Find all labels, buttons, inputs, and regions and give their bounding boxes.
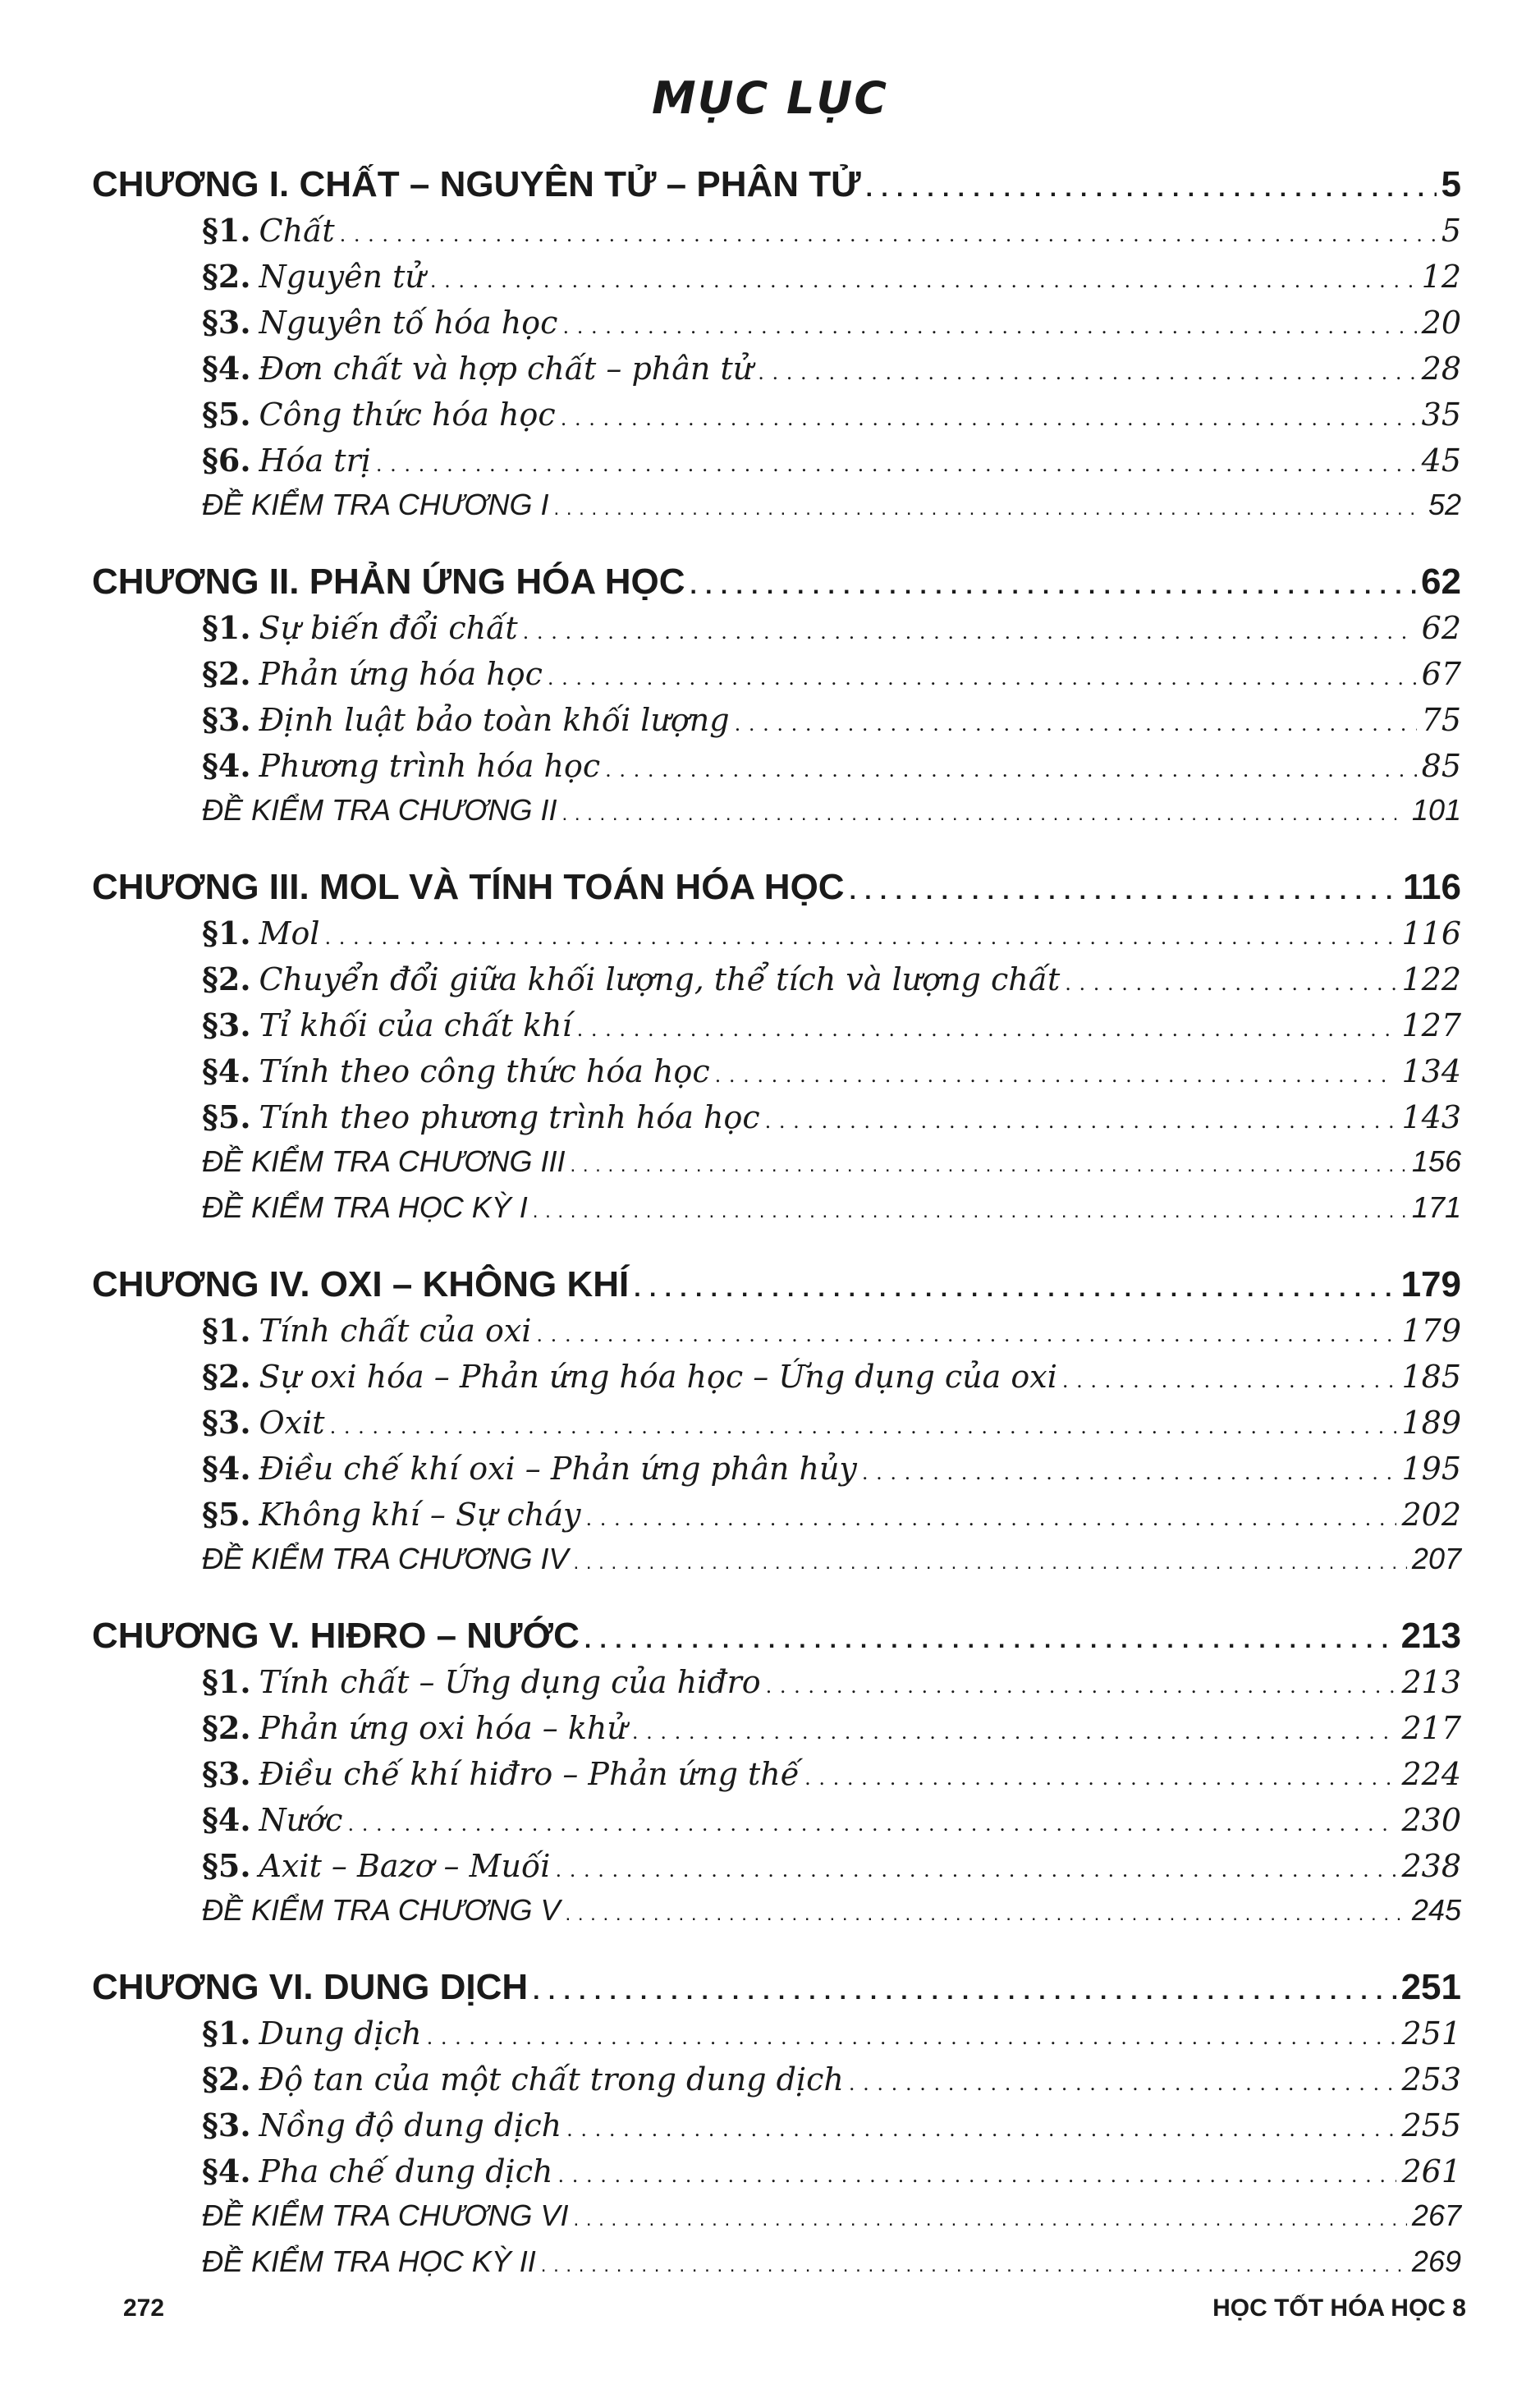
section-entry <box>202 1052 1461 1098</box>
section-number: §1. <box>202 2015 251 2052</box>
entry-title: Phản ứng oxi hóa – khử <box>259 1710 627 1746</box>
section-number: §3. <box>202 1404 251 1441</box>
section-number: §5. <box>202 1098 251 1135</box>
entry-label <box>202 1542 568 1576</box>
section-entry <box>202 1847 1461 1893</box>
leader-dots <box>758 361 1416 384</box>
table-of-contents <box>92 164 1461 2318</box>
chapter-heading <box>92 1967 1461 2015</box>
section-entry <box>202 1312 1461 1358</box>
test-entry <box>202 2244 1461 2290</box>
footer-book-title: HỌC TỐT HÓA HỌC 8 <box>1212 2295 1466 2322</box>
entry-label <box>202 442 371 479</box>
section-entry <box>202 655 1461 701</box>
entry-title: ĐỀ KIỂM TRA HỌC KỲ I <box>202 1190 528 1224</box>
test-entry <box>202 1144 1461 1190</box>
leader-dots <box>533 1978 1396 2006</box>
leader-dots <box>430 269 1417 292</box>
entry-page-number: 171 <box>1411 1190 1461 1224</box>
leader-dots <box>347 1813 1396 1836</box>
entry-label <box>202 747 600 784</box>
entry-page-number: 62 <box>1421 610 1461 646</box>
entry-label <box>202 701 730 738</box>
entry-page-number: 195 <box>1401 1451 1461 1487</box>
entry-title: Axit – Bazơ – Muối <box>259 1848 551 1884</box>
leader-dots <box>376 453 1417 476</box>
section-entry <box>202 747 1461 793</box>
leader-dots <box>690 572 1416 600</box>
section-number: §4. <box>202 350 251 387</box>
section-entry <box>202 350 1461 396</box>
section-number: §2. <box>202 655 251 692</box>
entry-label <box>202 2244 536 2279</box>
entry-label <box>202 655 543 692</box>
section-number: §4. <box>202 2153 251 2189</box>
chapter-title: CHƯƠNG III. MOL VÀ TÍNH TOÁN HÓA HỌC <box>92 867 845 907</box>
chapter-block <box>92 164 1461 534</box>
entry-title: ĐỀ KIỂM TRA HỌC KỲ II <box>202 2244 536 2278</box>
leader-dots <box>566 2118 1396 2141</box>
chapter-page-number: 179 <box>1400 1264 1461 1304</box>
entry-label <box>202 1847 550 1884</box>
entry-page-number: 52 <box>1428 488 1461 521</box>
entry-title: Nồng độ dung dịch <box>259 2107 562 2143</box>
entry-page-number: 122 <box>1401 961 1461 997</box>
section-entry <box>202 442 1461 488</box>
leader-dots <box>523 621 1417 644</box>
chapter-heading <box>92 562 1461 609</box>
section-number: §2. <box>202 258 251 295</box>
entry-label <box>202 396 556 433</box>
entry-page-number: 179 <box>1401 1313 1461 1349</box>
section-number: §1. <box>202 915 251 951</box>
chapter-title: CHƯƠNG V. HIĐRO – NƯỚC <box>92 1616 580 1656</box>
entry-page-number: 101 <box>1411 793 1461 827</box>
leader-dots <box>325 926 1397 949</box>
entry-label <box>202 258 425 295</box>
entry-title: ĐỀ KIỂM TRA CHƯƠNG VI <box>202 2198 569 2232</box>
leader-dots <box>533 1200 1407 1223</box>
test-entry <box>202 1893 1461 1939</box>
test-entry <box>202 488 1461 534</box>
entry-title: Nguyên tố hóa học <box>259 305 558 341</box>
entry-label <box>202 2061 844 2098</box>
leader-dots <box>605 759 1416 782</box>
section-number: §1. <box>202 212 251 249</box>
section-entry <box>202 915 1461 961</box>
leader-dots <box>585 1507 1396 1530</box>
chapter-block <box>92 1616 1461 1939</box>
section-number: §2. <box>202 2061 251 2098</box>
section-entry <box>202 1098 1461 1144</box>
section-entry <box>202 1755 1461 1801</box>
section-number: §6. <box>202 442 251 479</box>
chapter-title: CHƯƠNG II. PHẢN ỨNG HÓA HỌC <box>92 562 685 602</box>
entry-page-number: 207 <box>1411 1542 1461 1575</box>
section-number: §1. <box>202 1663 251 1700</box>
chapter-heading <box>92 164 1461 212</box>
entry-title: Phương trình hóa học <box>259 748 601 784</box>
entry-title: Tính theo công thức hóa học <box>259 1053 710 1089</box>
entry-page-number: 127 <box>1401 1007 1461 1043</box>
entry-title: Nguyên tử <box>259 259 425 295</box>
entry-page-number: 156 <box>1411 1144 1461 1178</box>
leader-dots <box>1065 972 1396 995</box>
leader-dots <box>553 497 1423 520</box>
chapter-page-number: 5 <box>1441 164 1461 204</box>
leader-dots <box>862 1461 1397 1484</box>
entry-title: Nước <box>259 1802 343 1838</box>
entry-label <box>202 350 753 387</box>
chapter-page-number: 62 <box>1421 562 1461 602</box>
section-entry <box>202 609 1461 655</box>
section-entry <box>202 1709 1461 1755</box>
chapter-block <box>92 1264 1461 1588</box>
leader-dots <box>536 1323 1396 1346</box>
leader-dots <box>557 2164 1396 2187</box>
chapter-page-number: 213 <box>1400 1616 1461 1656</box>
leader-dots <box>330 1415 1397 1438</box>
entry-page-number: 269 <box>1411 2244 1461 2278</box>
leader-dots <box>570 1154 1406 1177</box>
entry-page-number: 5 <box>1441 213 1461 249</box>
entry-title: Tính chất của oxi <box>259 1313 532 1349</box>
chapter-title: CHƯƠNG I. CHẤT – NGUYÊN TỬ – PHÂN TỬ <box>92 164 861 204</box>
section-number: §5. <box>202 1847 251 1884</box>
leader-dots <box>634 1275 1396 1303</box>
section-number: §2. <box>202 1358 251 1395</box>
leader-dots <box>632 1721 1397 1744</box>
entry-label <box>202 488 548 522</box>
entry-page-number: 224 <box>1401 1756 1461 1792</box>
entry-page-number: 20 <box>1421 305 1461 341</box>
entry-title: Mol <box>259 915 320 951</box>
leader-dots <box>715 1064 1397 1087</box>
entry-title: ĐỀ KIỂM TRA CHƯƠNG I <box>202 488 549 521</box>
entry-title: ĐỀ KIỂM TRA CHƯƠNG III <box>202 1144 566 1178</box>
entry-page-number: 12 <box>1421 259 1461 295</box>
entry-title: Không khí – Sự cháy <box>259 1497 581 1533</box>
section-number: §4. <box>202 747 251 784</box>
entry-page-number: 217 <box>1401 1710 1461 1746</box>
test-entry <box>202 1542 1461 1588</box>
leader-dots <box>573 1552 1406 1575</box>
entry-title: Tính chất – Ứng dụng của hiđro <box>259 1664 761 1700</box>
section-entry <box>202 1663 1461 1709</box>
entry-page-number: 213 <box>1401 1664 1461 1700</box>
entry-page-number: 75 <box>1421 702 1461 738</box>
section-number: §2. <box>202 961 251 997</box>
chapter-heading <box>92 1616 1461 1663</box>
section-entry <box>202 304 1461 350</box>
entry-label <box>202 1098 760 1135</box>
entry-title: Đơn chất và hợp chất – phân tử <box>259 351 754 387</box>
chapter-block <box>92 867 1461 1236</box>
entry-page-number: 255 <box>1401 2107 1461 2143</box>
entry-page-number: 238 <box>1401 1848 1461 1884</box>
leader-dots <box>577 1018 1397 1041</box>
entry-page-number: 230 <box>1401 1802 1461 1838</box>
section-entry <box>202 961 1461 1006</box>
leader-dots <box>850 878 1398 905</box>
test-entry <box>202 793 1461 839</box>
entry-label <box>202 2153 552 2189</box>
section-entry <box>202 1801 1461 1847</box>
entry-title: Phản ứng hóa học <box>259 656 543 692</box>
entry-title: Dung dịch <box>259 2015 422 2052</box>
leader-dots <box>735 713 1417 736</box>
section-entry <box>202 1450 1461 1496</box>
entry-label <box>202 1052 710 1089</box>
entry-label <box>202 304 557 341</box>
section-number: §5. <box>202 1496 251 1533</box>
section-number: §4. <box>202 1052 251 1089</box>
leader-dots <box>340 223 1437 246</box>
section-entry <box>202 1496 1461 1542</box>
section-number: §4. <box>202 1801 251 1838</box>
chapter-page-number: 116 <box>1403 867 1461 907</box>
entry-page-number: 35 <box>1421 397 1461 433</box>
leader-dots <box>555 1859 1396 1882</box>
leader-dots <box>565 1903 1406 1926</box>
section-entry <box>202 1006 1461 1052</box>
section-number: §2. <box>202 1709 251 1746</box>
entry-title: Oxit <box>259 1405 325 1441</box>
section-entry <box>202 1358 1461 1404</box>
entry-label <box>202 2015 422 2052</box>
entry-page-number: 189 <box>1401 1405 1461 1441</box>
section-number: §3. <box>202 1006 251 1043</box>
entry-label <box>202 793 557 828</box>
entry-title: ĐỀ KIỂM TRA CHƯƠNG II <box>202 793 557 827</box>
entry-page-number: 253 <box>1401 2061 1461 2098</box>
test-entry <box>202 2198 1461 2244</box>
leader-dots <box>849 2072 1397 2095</box>
entry-title: ĐỀ KIỂM TRA CHƯƠNG IV <box>202 1542 569 1575</box>
leader-dots <box>561 803 1406 826</box>
section-entry <box>202 2107 1461 2153</box>
section-entry <box>202 701 1461 747</box>
entry-label <box>202 1801 342 1838</box>
leader-dots <box>573 2208 1406 2231</box>
entry-label <box>202 1006 572 1043</box>
entry-page-number: 261 <box>1401 2153 1461 2189</box>
entry-label <box>202 2107 561 2143</box>
entry-title: ĐỀ KIỂM TRA CHƯƠNG V <box>202 1893 561 1927</box>
section-number: §1. <box>202 609 251 646</box>
entry-label <box>202 1755 800 1792</box>
chapter-page-number: 251 <box>1400 1967 1461 2007</box>
entry-title: Chất <box>259 213 335 249</box>
section-entry <box>202 396 1461 442</box>
chapter-heading <box>92 1264 1461 1312</box>
leader-dots <box>866 175 1437 203</box>
section-number: §3. <box>202 304 251 341</box>
entry-page-number: 267 <box>1411 2198 1461 2232</box>
section-number: §4. <box>202 1450 251 1487</box>
leader-dots <box>561 407 1417 430</box>
entry-page-number: 202 <box>1401 1497 1461 1533</box>
entry-label <box>202 961 1060 997</box>
entry-label <box>202 1404 325 1441</box>
entry-title: Chuyển đổi giữa khối lượng, thể tích và lượng chất <box>259 961 1061 997</box>
section-number: §1. <box>202 1312 251 1349</box>
entry-page-number: 185 <box>1401 1359 1461 1395</box>
entry-label <box>202 212 335 249</box>
entry-label <box>202 1893 560 1928</box>
entry-title: Sự oxi hóa – Phản ứng hóa học – Ứng dụng của oxi <box>259 1359 1057 1395</box>
entry-page-number: 28 <box>1421 351 1461 387</box>
chapter-block <box>92 1967 1461 2290</box>
entry-title: Công thức hóa học <box>259 397 556 433</box>
section-number: §3. <box>202 2107 251 2143</box>
chapter-title: CHƯƠNG VI. DUNG DỊCH <box>92 1967 529 2007</box>
entry-label <box>202 1312 531 1349</box>
entry-label <box>202 915 320 951</box>
entry-page-number: 134 <box>1401 1053 1461 1089</box>
entry-page-number: 251 <box>1401 2015 1461 2052</box>
entry-label <box>202 1709 627 1746</box>
entry-label <box>202 1663 761 1700</box>
section-entry <box>202 1404 1461 1450</box>
entry-page-number: 45 <box>1421 442 1461 479</box>
section-entry <box>202 2015 1461 2061</box>
entry-page-number: 85 <box>1421 748 1461 784</box>
entry-title: Điều chế khí hiđro – Phản ứng thế <box>259 1756 800 1792</box>
section-number: §3. <box>202 701 251 738</box>
entry-label <box>202 1190 528 1225</box>
test-entry <box>202 1190 1461 1236</box>
entry-label <box>202 2198 568 2233</box>
leader-dots <box>427 2026 1397 2049</box>
entry-title: Định luật bảo toàn khối lượng <box>259 702 730 738</box>
section-number: §3. <box>202 1755 251 1792</box>
leader-dots <box>804 1767 1396 1790</box>
footer-page-number: 272 <box>123 2295 165 2322</box>
entry-label <box>202 609 518 646</box>
entry-title: Hóa trị <box>259 442 371 479</box>
entry-title: Độ tan của một chất trong dung dịch <box>259 2061 844 2098</box>
leader-dots <box>1062 1369 1397 1392</box>
section-entry <box>202 258 1461 304</box>
leader-dots <box>766 1675 1397 1698</box>
entry-page-number: 143 <box>1401 1099 1461 1135</box>
section-entry <box>202 212 1461 258</box>
entry-page-number: 67 <box>1421 656 1461 692</box>
section-entry <box>202 2061 1461 2107</box>
entry-title: Điều chế khí oxi – Phản ứng phân hủy <box>259 1451 857 1487</box>
page-title: MỤC LỤC <box>652 72 888 124</box>
chapter-block <box>92 562 1461 839</box>
entry-label <box>202 1144 565 1179</box>
entry-label <box>202 1450 857 1487</box>
leader-dots <box>548 667 1417 690</box>
chapter-heading <box>92 867 1461 915</box>
entry-title: Sự biến đổi chất <box>259 610 518 646</box>
section-number: §5. <box>202 396 251 433</box>
entry-page-number: 245 <box>1411 1893 1461 1927</box>
leader-dots <box>562 315 1416 338</box>
leader-dots <box>584 1626 1396 1654</box>
entry-label <box>202 1358 1057 1395</box>
entry-title: Pha chế dung dịch <box>259 2153 553 2189</box>
entry-label <box>202 1496 580 1533</box>
entry-title: Tính theo phương trình hóa học <box>259 1099 760 1135</box>
section-entry <box>202 2153 1461 2198</box>
leader-dots <box>541 2254 1407 2277</box>
entry-page-number: 116 <box>1401 915 1461 951</box>
entry-title: Tỉ khối của chất khí <box>259 1007 572 1043</box>
leader-dots <box>765 1110 1397 1133</box>
chapter-title: CHƯƠNG IV. OXI – KHÔNG KHÍ <box>92 1264 630 1304</box>
